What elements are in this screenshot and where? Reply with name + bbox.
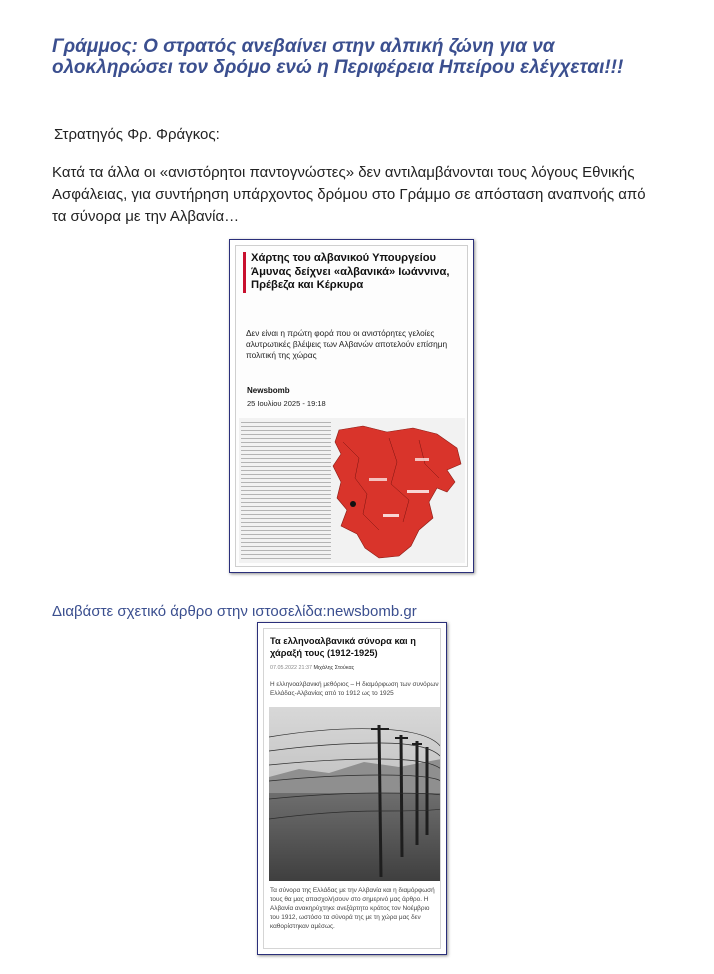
map-label	[369, 478, 387, 481]
clipping-inner	[235, 245, 468, 567]
photo-ground	[269, 793, 441, 881]
newsbomb-clipping-image[interactable]	[229, 239, 474, 573]
related-article-link[interactable]: Διαβάστε σχετικό άρθρο στην ιστοσελίδα:newsbomb.gr	[52, 603, 417, 620]
post-body-text: Κατά τα άλλα οι «ανιστόρητοι παντογνώστες» δεν αντιλαμβάνονται τους λόγους Εθνικής Ασφάλειας, για συντήρηση υπάρχοντος δρόμου στο Γράμμο σε απόσταση αναπνοής από τα σύνορα με την Αλβανία…	[52, 164, 646, 225]
clipping-scan	[239, 418, 465, 563]
scanned-article-text	[241, 422, 331, 560]
map-label	[383, 514, 399, 517]
albania-map-graphic	[319, 418, 465, 563]
clipping-source: Newsbomb	[247, 386, 290, 395]
article-inner	[263, 628, 441, 949]
map-marker	[350, 501, 356, 507]
albania-map-shape	[333, 426, 461, 558]
article-lead: Η ελληνοαλβανική μεθόριος – Η διαμόρφωση των συνόρων Ελλάδας-Αλβανίας από το 1912 ως το 1925	[270, 681, 439, 697]
article-author: Μιχάλης Στούκας	[313, 665, 355, 671]
post-byline: Στρατηγός Φρ. Φράγκος:	[54, 126, 220, 143]
article-date: 07.05.2022 21:37	[270, 665, 312, 671]
clipping-headline: Χάρτης του αλβανικού Υπουργείου Άμυνας δείχνει «αλβανικά» Ιωάννινα, Πρέβεζα και Κέρκυρα	[243, 252, 466, 293]
map-label	[415, 458, 429, 461]
article-caption: Τα σύνορα της Ελλάδας με την Αλβανία και η διαμόρφωσή τους θα μας απασχολήσουν στο σημερινό μας άρθρο. Η Αλβανία ανακηρύχτηκε ανεξάρτητο κράτος τον Νοέμβριο του 1912, ωστόσο τα σύνορά της με τη χώρα μας δεν καθορίστηκαν αμέσως.	[270, 887, 435, 930]
fence-photo-graphic	[269, 707, 441, 881]
clipping-date: 25 Ιουλίου 2025 - 19:18	[247, 399, 326, 408]
border-fence-photo	[269, 707, 441, 881]
map-label	[407, 490, 429, 493]
border-article-image[interactable]	[257, 622, 447, 955]
article-title: Τα ελληνοαλβανικά σύνορα και η χάραξή τους (1912-1925)	[270, 636, 416, 658]
post-title[interactable]: Γράμμος: Ο στρατός ανεβαίνει στην αλπική ζώνη για να ολοκληρώσει τον δρόμο ενώ η Περιφέρεια Ηπείρου ελέγχεται!!!	[52, 36, 624, 78]
article-meta	[270, 665, 354, 671]
clipping-subheadline: Δεν είναι η πρώτη φορά που οι ανιστόρητες γελοίες αλυτρωτικές βλέψεις των Αλβανών αποτελούν επίσημη πολιτική της χώρας	[246, 328, 448, 360]
